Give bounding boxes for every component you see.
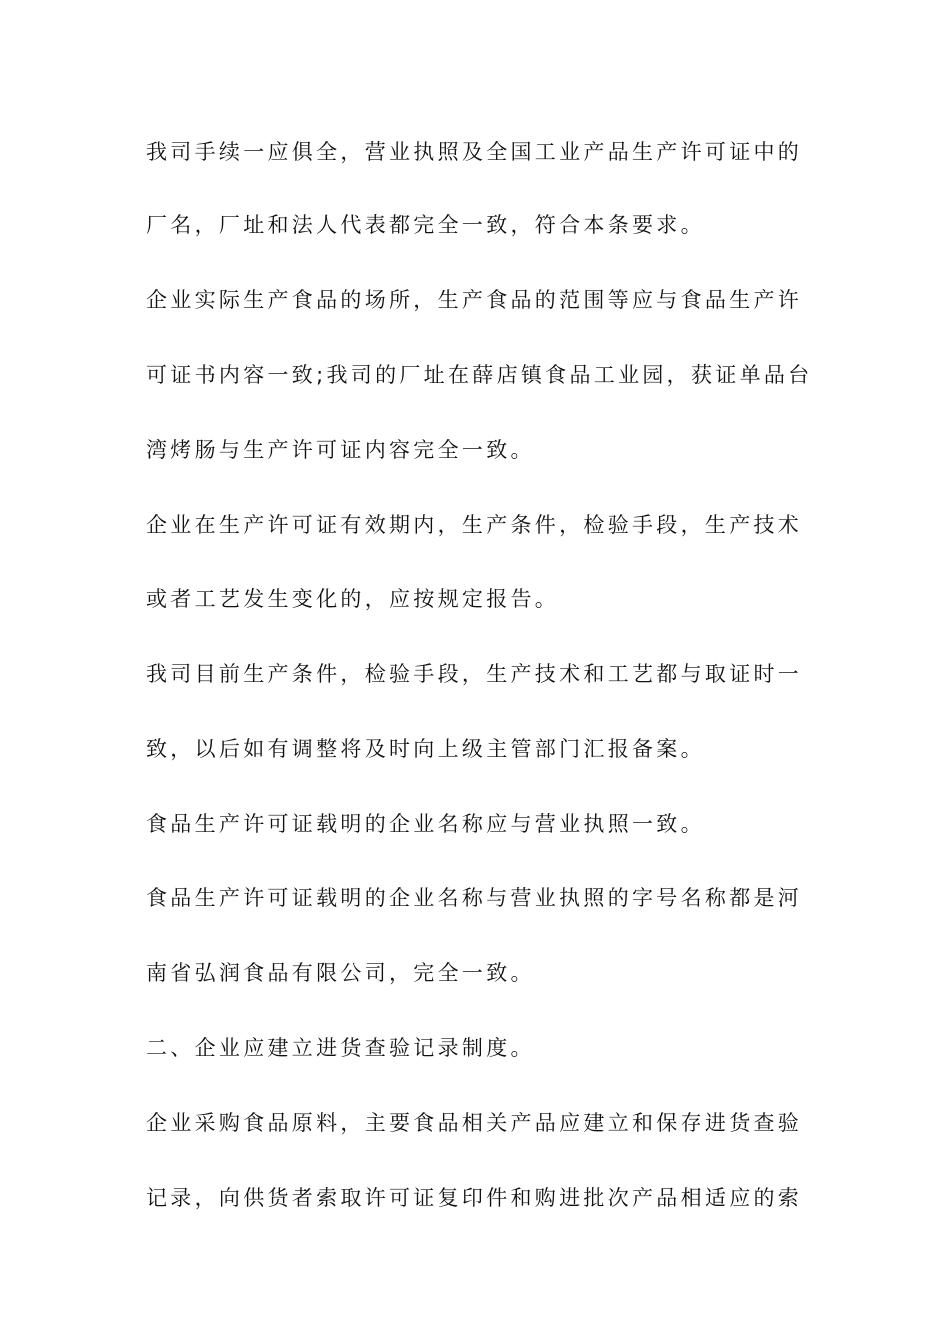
text-line: 南省弘润食品有限公司，完全一致。 (146, 961, 535, 985)
text-line: 湾烤肠与生产许可证内容完全一致。 (146, 438, 535, 462)
text-line: 我司手续一应俱全，营业执照及全国工业产品生产许可证中的 (146, 140, 803, 164)
text-line: 记录，向供货者索取许可证复印件和购进批次产品相适应的索 (146, 1186, 803, 1210)
text-line: 可证书内容一致;我司的厂址在薛店镇食品工业园，获证单品台 (146, 363, 813, 387)
text-line: 厂名，厂址和法人代表都完全一致，符合本条要求。 (146, 213, 705, 237)
text-line: 食品生产许可证载明的企业名称与营业执照的字号名称都是河 (146, 886, 803, 910)
text-line: 企业实际生产食品的场所，生产食品的范围等应与食品生产许 (146, 288, 803, 312)
text-line: 或者工艺发生变化的，应按规定报告。 (146, 587, 560, 611)
text-line: 二、企业应建立进货查验记录制度。 (146, 1036, 535, 1060)
text-line: 企业在生产许可证有效期内，生产条件，检验手段，生产技术 (146, 513, 803, 537)
text-line: 企业采购食品原料，主要食品相关产品应建立和保存进货查验 (146, 1111, 803, 1135)
text-line: 食品生产许可证载明的企业名称应与营业执照一致。 (146, 812, 705, 836)
text-line: 我司目前生产条件，检验手段，生产技术和工艺都与取证时一 (146, 662, 803, 686)
text-line: 致，以后如有调整将及时向上级主管部门汇报备案。 (146, 737, 705, 761)
